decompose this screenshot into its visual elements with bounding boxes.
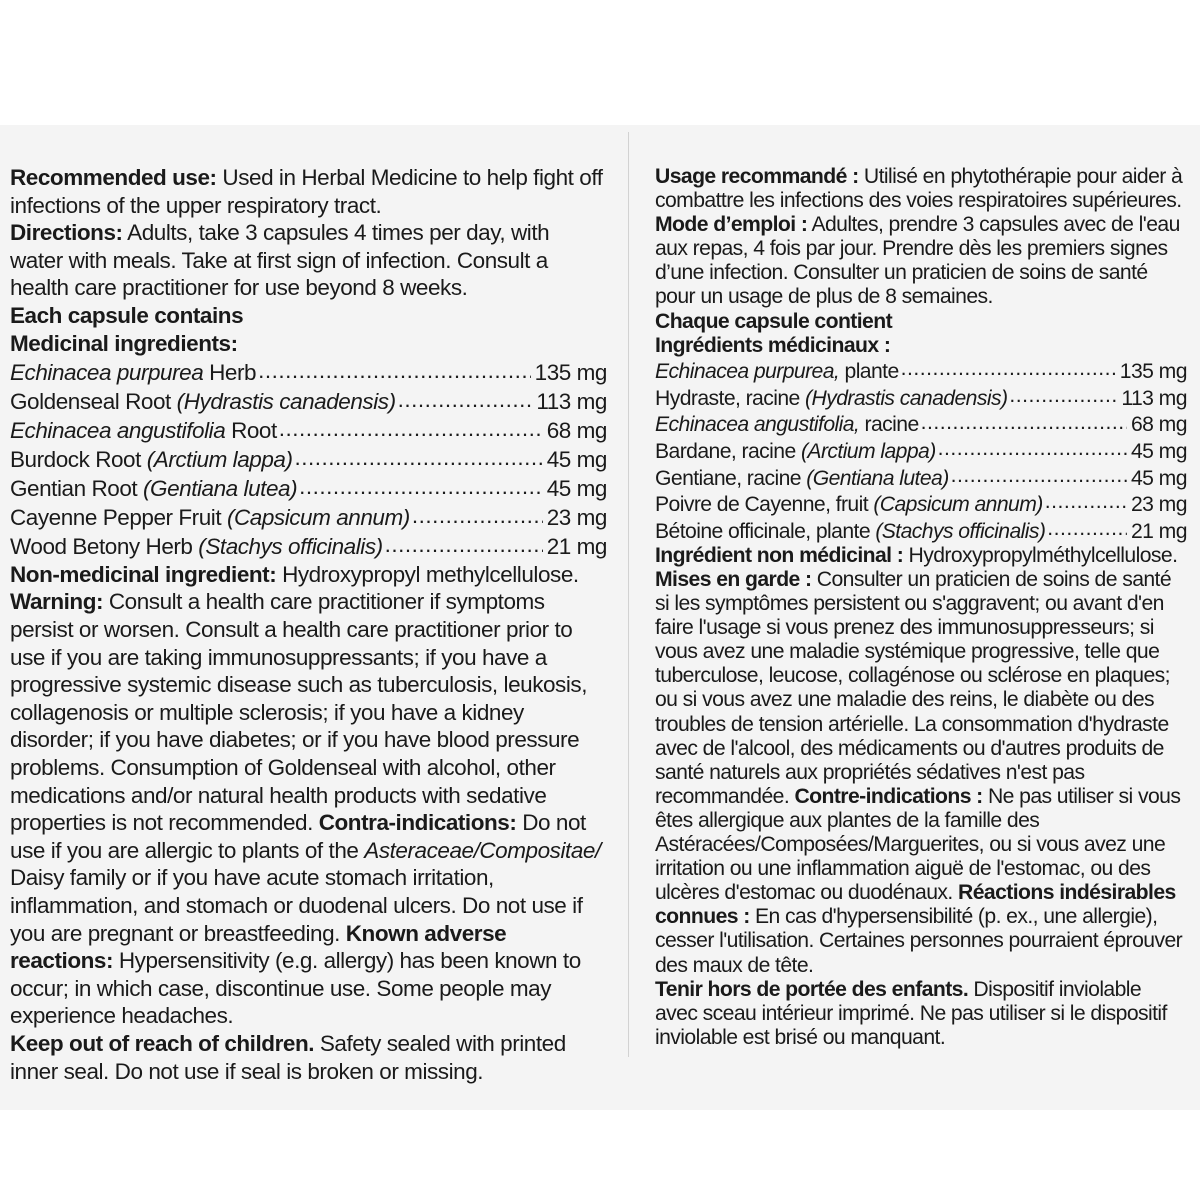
ingredient-row [10, 532, 607, 561]
directions-fr [655, 212, 1187, 308]
non-medicinal-text: Hydroxypropyl methylcellulose. [276, 561, 579, 587]
ingredient-row [10, 503, 607, 532]
contra-label-fr: Contre-indications : [794, 783, 983, 808]
ingredient-row [10, 386, 607, 415]
medicinal-heading: Medicinal ingredients: [10, 330, 238, 356]
ingredient-amount: 21 mg [1130, 518, 1187, 543]
keep-out-text: Safety sealed with printed inner seal. Do not use if seal is broken or missing. [10, 1030, 566, 1084]
ingredient-amount: 68 mg [1130, 412, 1187, 437]
dot-leader [295, 444, 543, 467]
warning-label: Warning: [10, 589, 104, 615]
adverse-text-fr: En cas d'hypersensibilité (p. ex., une allergie), cesser l'utilisation. Certaines personnes pourraient éprouver des maux de tête. [655, 904, 1183, 977]
dot-leader [1045, 490, 1127, 512]
keep-out-label-fr: Tenir hors de portée des enfants. [655, 976, 969, 1001]
dot-leader [299, 474, 543, 497]
ingredient-amount: 135 mg [1119, 359, 1187, 384]
ingredient-row [655, 357, 1187, 384]
ingredient-row [655, 410, 1187, 437]
ingredient-name: Echinacea purpurea Herb [10, 359, 257, 385]
directions-text: Adults, take 3 capsules 4 times per day, with water with meals. Take at first sign of infection. Consult a health care practitioner for use beyond 8 weeks. [10, 220, 550, 301]
directions-text-fr: Adultes, prendre 3 capsules avec de l'eau aux repas, 4 fois par jour. Prendre dès les premiers signes d’une infection. Consulter un praticien de soins de santé pour un usage de plus de 8 semaines. [655, 212, 1180, 309]
ingredient-amount: 45 mg [1130, 439, 1187, 464]
ingredient-amount: 113 mg [1121, 385, 1187, 410]
ingredient-row [10, 444, 607, 473]
warning-text-fr: Consulter un praticien de soins de santé si les symptômes persistent ou s'aggravent; ou avant d'en faire l'usage si vous prenez des immunosuppresseurs; si vous avez une maladie systémique progressive, telle que tuberculose, leucose, collagénose ou sclérose en plaques; ou si vous avez une maladie des reins, le diabète ou des troubles de tension artérielle. La consommation d'hydraste avec de l'alcool, des médicaments ou d'autres produits de santé naturels aux propriétés sédatives n'est pas recommandée. [655, 567, 1172, 808]
keep-out-label: Keep out of reach of children. [10, 1030, 315, 1056]
ingredient-row [655, 516, 1187, 543]
ingredient-amount: 135 mg [534, 359, 607, 385]
ingredient-name: Echinacea angustifolia Root [10, 417, 277, 443]
english-column [10, 164, 607, 1085]
keep-out [10, 1030, 607, 1085]
directions [10, 219, 607, 302]
warning-text: Consult a health care practitioner if symptoms persist or worsen. Consult a health care practitioner prior to use if you are taking immunosuppressants; if you have a progressive systemic disease such as tuberculosis, leukosis, collagenosis or multiple sclerosis; if you have a kidney disorder; if you have diabetes; or if you have blood pressure problems. Consumption of Goldenseal with alcohol, other medications and/or natural health products with sedative properties is not recommended. [10, 589, 588, 836]
directions-label-fr: Mode d’emploi : [655, 212, 808, 237]
ingredient-name: Echinacea angustifolia, racine [655, 412, 919, 437]
dot-leader [385, 532, 543, 555]
ingredient-list-fr [655, 357, 1187, 543]
adverse-label: Known adverse reactions: [10, 920, 507, 974]
directions-label: Directions: [10, 220, 123, 246]
ingredient-name: Gentian Root (Gentiana lutea) [10, 476, 298, 502]
ingredient-name: Echinacea purpurea, plante [655, 359, 899, 384]
dot-leader [412, 503, 543, 526]
adverse-label-fr: Réactions indésirables connues : [655, 880, 1176, 929]
keep-out-fr [655, 977, 1187, 1049]
non-medicinal-fr [655, 543, 1187, 567]
recommended-use-fr [655, 164, 1187, 212]
ingredient-name: Wood Betony Herb (Stachys officinalis) [10, 534, 383, 560]
ingredient-amount: 45 mg [546, 446, 607, 472]
warning-fr [655, 567, 1187, 977]
contra-text-fr: Ne pas utiliser si vous êtes allergique aux plantes de la famille des Astéracées/Composées/Marguerites, ou si vous avez une irritation ou une inflammation aiguë de l'estomac, ou des ulcères d'estomac ou duodénaux. [655, 783, 1181, 905]
each-capsule-heading: Each capsule contains [10, 302, 244, 328]
contra-label: Contra-indications: [318, 810, 517, 836]
recommended-use-text: Used in Herbal Medicine to help fight off infections of the upper respiratory tract. [10, 165, 603, 218]
dot-leader [1009, 383, 1117, 405]
warning [10, 588, 607, 1030]
ingredient-amount: 45 mg [1130, 465, 1187, 490]
ingredient-row [655, 463, 1187, 490]
contra-family: Asteraceae/Compositae/ [364, 837, 601, 863]
contra-text: Do not use if you are allergic to plants of the [10, 810, 586, 863]
ingredient-row [10, 474, 607, 503]
recommended-use [10, 164, 607, 219]
french-column [655, 164, 1187, 1049]
ingredient-list [10, 357, 607, 561]
ingredient-name: Poivre de Cayenne, fruit (Capsicum annum) [655, 492, 1043, 517]
dot-leader [938, 437, 1127, 459]
recommended-use-label: Recommended use: [10, 165, 217, 190]
ingredient-amount: 23 mg [1130, 492, 1187, 517]
ingredient-name: Burdock Root (Arctium lappa) [10, 446, 293, 472]
non-medicinal-label-fr: Ingrédient non médicinal : [655, 542, 904, 567]
ingredient-row [655, 490, 1187, 517]
ingredient-name: Cayenne Pepper Fruit (Capsicum annum) [10, 505, 410, 531]
dot-leader [398, 386, 533, 409]
each-capsule-heading-fr: Chaque capsule contient [655, 308, 893, 333]
ingredient-name: Goldenseal Root (Hydrastis canadensis) [10, 388, 396, 414]
dot-leader [921, 410, 1127, 432]
recommended-use-text-fr: Utilisé en phytothérapie pour aider à combattre les infections des voies respiratoires supérieures. [655, 164, 1183, 213]
contra-text-2: Daisy family or if you have acute stomach irritation, inflammation, and stomach or duodenal ulcers. Do not use if you are pregnant or breastfeeding. [10, 865, 583, 946]
ingredient-name: Bardane, racine (Arctium lappa) [655, 439, 936, 464]
ingredient-amount: 45 mg [546, 476, 607, 502]
recommended-use-label-fr: Usage recommandé : [655, 164, 859, 188]
column-divider [628, 132, 629, 1057]
ingredient-amount: 21 mg [546, 534, 607, 560]
ingredient-name: Bétoine officinale, plante (Stachys officinalis) [655, 518, 1046, 543]
ingredient-amount: 68 mg [546, 417, 607, 443]
warning-label-fr: Mises en garde : [655, 567, 812, 591]
non-medicinal-label: Non-medicinal ingredient: [10, 561, 277, 587]
ingredient-row [10, 357, 607, 386]
ingredient-amount: 113 mg [536, 388, 607, 414]
ingredient-row [655, 437, 1187, 464]
keep-out-text-fr: Dispositif inviolable avec sceau intérieur imprimé. Ne pas utiliser si le dispositif inviolable est brisé ou manquant. [655, 976, 1167, 1049]
dot-leader [258, 357, 531, 380]
non-medicinal [10, 561, 607, 589]
ingredient-amount: 23 mg [546, 505, 607, 531]
dot-leader [951, 463, 1127, 485]
ingredient-row [655, 383, 1187, 410]
non-medicinal-text-fr: Hydroxypropylméthylcellulose. [903, 542, 1178, 567]
ingredient-name: Hydraste, racine (Hydrastis canadensis) [655, 385, 1008, 410]
ingredient-name: Gentiane, racine (Gentiana lutea) [655, 465, 949, 490]
adverse-text: Hypersensitivity (e.g. allergy) has been known to occur; in which case, discontinue use. Some people may experience headaches. [10, 948, 581, 1029]
dot-leader [1047, 516, 1127, 538]
ingredient-row [10, 415, 607, 444]
medicinal-heading-fr: Ingrédients médicinaux : [655, 332, 891, 357]
dot-leader [901, 357, 1116, 379]
dot-leader [279, 415, 543, 438]
